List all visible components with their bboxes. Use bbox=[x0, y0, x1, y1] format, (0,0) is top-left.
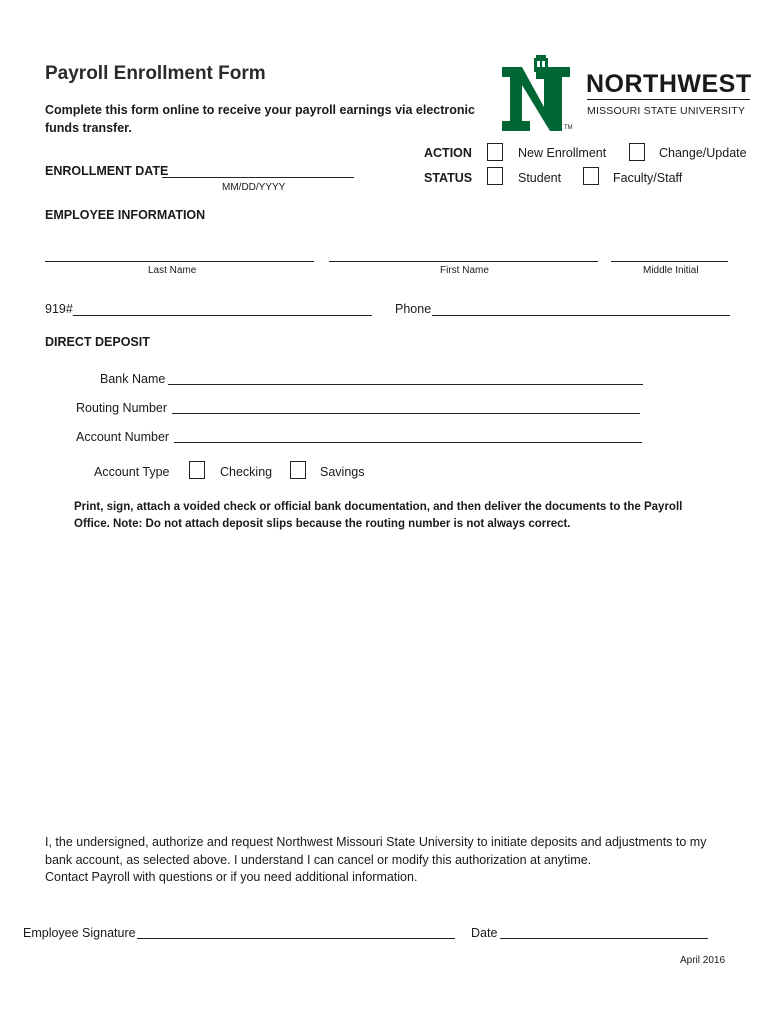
change-update-checkbox[interactable] bbox=[629, 143, 645, 161]
form-title: Payroll Enrollment Form bbox=[45, 63, 266, 84]
phone-label: Phone bbox=[395, 302, 432, 316]
first-name-caption: First Name bbox=[440, 265, 489, 276]
faculty-staff-checkbox[interactable] bbox=[583, 167, 599, 185]
student-checkbox[interactable] bbox=[487, 167, 503, 185]
account-type-label: Account Type bbox=[94, 465, 170, 479]
bank-name-label: Bank Name bbox=[100, 372, 166, 386]
date-label: Date bbox=[471, 926, 498, 940]
id-919-field[interactable] bbox=[73, 315, 372, 316]
university-logo bbox=[500, 55, 755, 135]
first-name-field[interactable] bbox=[329, 261, 598, 262]
action-label: ACTION bbox=[424, 146, 472, 160]
deposit-note-line-2: Office. Note: Do not attach deposit slips because the routing number is not always correct. bbox=[74, 518, 571, 530]
routing-number-label: Routing Number bbox=[76, 401, 168, 415]
middle-initial-caption: Middle Initial bbox=[643, 265, 699, 276]
direct-deposit-heading: DIRECT DEPOSIT bbox=[45, 335, 150, 349]
enrollment-date-field[interactable] bbox=[162, 177, 354, 178]
checking-label: Checking bbox=[220, 465, 273, 479]
change-update-label: Change/Update bbox=[659, 146, 747, 160]
account-number-field[interactable] bbox=[174, 442, 642, 443]
enrollment-date-label: ENROLLMENT DATE bbox=[45, 164, 169, 178]
account-number-label: Account Number bbox=[76, 430, 170, 444]
employee-signature-label: Employee Signature bbox=[23, 926, 136, 940]
middle-initial-field[interactable] bbox=[611, 261, 728, 262]
status-label: STATUS bbox=[424, 171, 473, 185]
savings-checkbox[interactable] bbox=[290, 461, 306, 479]
employee-signature-field[interactable] bbox=[137, 938, 455, 939]
faculty-staff-label: Faculty/Staff bbox=[613, 171, 683, 185]
student-label: Student bbox=[518, 171, 562, 185]
new-enrollment-label: New Enrollment bbox=[518, 146, 607, 160]
routing-number-field[interactable] bbox=[172, 413, 640, 414]
logo-subtitle: MISSOURI STATE UNIVERSITY bbox=[587, 105, 746, 117]
checking-checkbox[interactable] bbox=[189, 461, 205, 479]
authorization-line-3: Contact Payroll with questions or if you need additional information. bbox=[45, 870, 418, 884]
last-name-caption: Last Name bbox=[148, 265, 197, 276]
date-format-hint: MM/DD/YYYY bbox=[222, 182, 286, 193]
northwest-n-tower-icon bbox=[500, 55, 572, 135]
logo-tm: TM bbox=[564, 125, 573, 131]
signature-date-field[interactable] bbox=[500, 938, 708, 939]
deposit-note-line-1: Print, sign, attach a voided check or official bank documentation, and then deliver the documents to the Payroll bbox=[74, 501, 683, 513]
intro-line-2: funds transfer. bbox=[45, 121, 132, 135]
bank-name-field[interactable] bbox=[168, 384, 643, 385]
logo-wordmark: NORTHWEST bbox=[586, 70, 752, 98]
savings-label: Savings bbox=[320, 465, 365, 479]
intro-line-1: Complete this form online to receive your payroll earnings via electronic bbox=[45, 103, 475, 117]
authorization-line-2: bank account, as selected above. I understand I can cancel or modify this authorization at anytime. bbox=[45, 853, 592, 867]
id-919-label: 919# bbox=[45, 302, 73, 316]
revision-date: April 2016 bbox=[680, 955, 726, 966]
last-name-field[interactable] bbox=[45, 261, 314, 262]
new-enrollment-checkbox[interactable] bbox=[487, 143, 503, 161]
logo-divider bbox=[587, 99, 750, 100]
employee-info-heading: EMPLOYEE INFORMATION bbox=[45, 208, 206, 222]
authorization-line-1: I, the undersigned, authorize and request Northwest Missouri State University to initiate deposits and adjustments to my bbox=[45, 835, 707, 849]
phone-field[interactable] bbox=[432, 315, 730, 316]
